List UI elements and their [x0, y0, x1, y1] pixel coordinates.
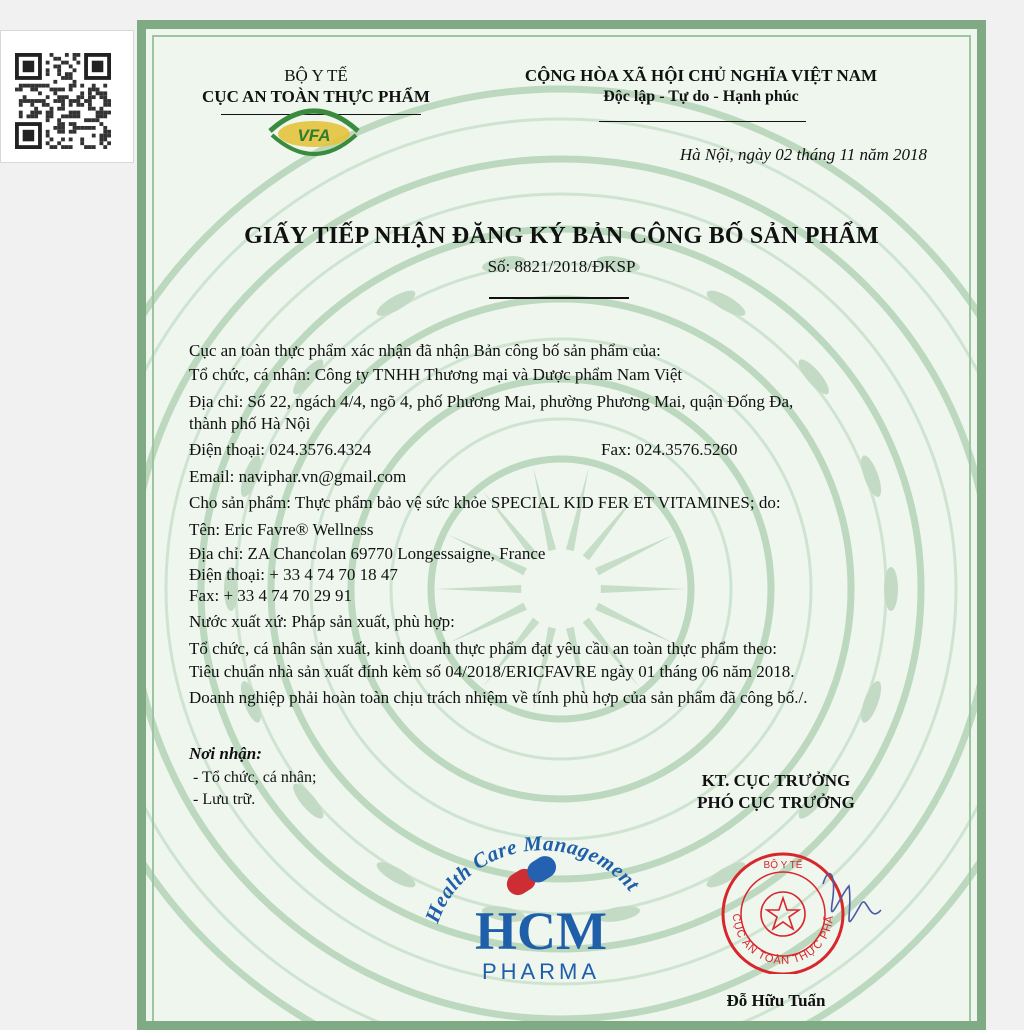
watermark-brand: HCM [475, 901, 607, 961]
stamp-top-text: BỘ Y TẾ [763, 860, 803, 871]
country-name: CỘNG HÒA XÃ HỘI CHỦ NGHĨA VIỆT NAM [524, 66, 878, 85]
maker-fax: Fax: + 33 4 74 70 29 91 [189, 586, 353, 605]
recipient-item: - Lưu trữ. [193, 791, 256, 808]
maker-name: Tên: Eric Favre® Wellness [189, 520, 374, 539]
standard-line-2: Tiêu chuẩn nhà sản xuất đính kèm số 04/2018/ERICFAVRE ngày 01 tháng 06 năm 2018. [189, 662, 795, 681]
signer-title: KT. CỤC TRƯỞNG [701, 771, 851, 790]
certificate-content [146, 29, 977, 1030]
department-name: CỤC AN TOÀN THỰC PHẨM [202, 87, 430, 106]
origin-line: Nước xuất xứ: Pháp sản xuất, phù hợp: [189, 612, 455, 631]
signer-position: PHÓ CỤC TRƯỞNG [697, 793, 855, 812]
watermark-arc-text: Health Care Management [419, 831, 645, 926]
fax-line: Fax: 024.3576.5260 [601, 440, 738, 459]
organization-line: Tổ chức, cá nhân: Công ty TNHH Thương mại và Dược phẩm Nam Việt [189, 365, 683, 384]
ministry-name: BỘ Y TẾ [284, 66, 348, 85]
responsibility-line: Doanh nghiệp phải hoàn toàn chịu trách nhiệm về tính phù hợp của sản phẩm đã công bố./. [189, 688, 808, 707]
intro-line: Cục an toàn thực phẩm xác nhận đã nhận Bản công bố sản phẩm của: [189, 341, 661, 360]
official-stamp [711, 844, 901, 979]
vfa-logo-text: VFA [297, 126, 331, 145]
product-line: Cho sản phẩm: Thực phẩm bảo vệ sức khỏe SPECIAL KID FER ET VITAMINES; do: [189, 493, 781, 512]
maker-address: Địa chỉ: ZA Chancolan 69770 Longessaigne, France [189, 544, 546, 563]
scroll-rail[interactable] [1006, 0, 1024, 1024]
signer-name: Đỗ Hữu Tuấn [726, 991, 826, 1010]
address-line-2: thành phố Hà Nội [189, 414, 311, 433]
recipients-label: Nơi nhận: [189, 744, 262, 763]
stamp-ring-text: CỤC AN TOÀN THỰC PHẨ [729, 913, 837, 968]
watermark-sub: PHARMA [481, 959, 601, 984]
document-title: GIẤY TIẾP NHẬN ĐĂNG KÝ BẢN CÔNG BỐ SẢN PHẨM [244, 223, 879, 249]
document-number: Số: 8821/2018/ĐKSP [487, 257, 636, 276]
phone-line: Điện thoại: 024.3576.4324 [189, 440, 372, 459]
emblem-icon [761, 892, 805, 936]
qr-code [15, 53, 111, 149]
issue-date: Hà Nội, ngày 02 tháng 11 năm 2018 [679, 145, 927, 164]
motto: Độc lập - Tự do - Hạnh phúc [603, 88, 799, 105]
standard-line: Tổ chức, cá nhân sản xuất, kinh doanh thực phẩm đạt yêu cầu an toàn thực phẩm theo: [189, 639, 777, 658]
certificate-sheet [137, 20, 986, 1030]
hcm-pharma-watermark [416, 799, 656, 1004]
recipient-item: - Tổ chức, cá nhân; [193, 769, 317, 786]
address-line: Địa chỉ: Số 22, ngách 4/4, ngõ 4, phố Phương Mai, phường Phương Mai, quận Đống Đa, [189, 392, 794, 411]
qr-code-card [0, 30, 134, 163]
maker-phone: Điện thoại: + 33 4 74 70 18 47 [189, 565, 398, 584]
email-line: Email: naviphar.vn@gmail.com [189, 467, 407, 486]
country-block [476, 65, 926, 107]
